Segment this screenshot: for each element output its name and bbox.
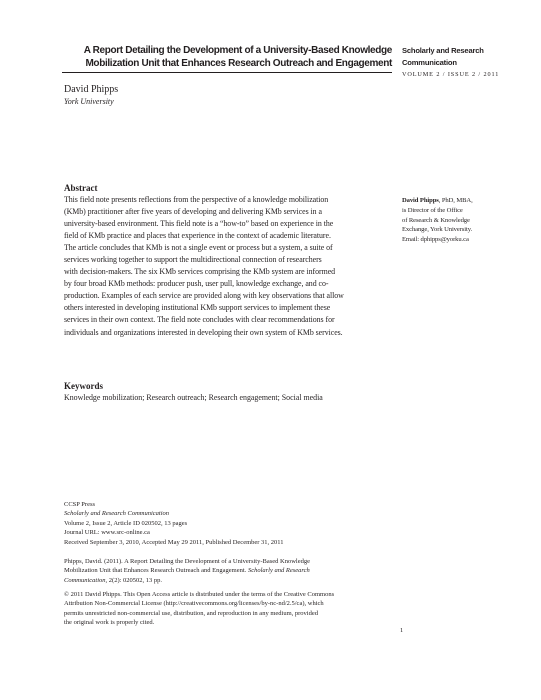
abstract-line: services in their own context. The field note concludes with clear recommendations for — [64, 315, 335, 325]
abstract-heading: Abstract — [64, 183, 98, 193]
bio-line: of Research & Knowledge — [402, 216, 470, 224]
citation-journal: Communication — [64, 576, 106, 584]
abstract-line: production. Examples of each service are provided along with key observations that allow — [64, 291, 344, 301]
license-line: © 2011 David Phipps. This Open Access article is distributed under the terms of the Creative Commons — [64, 591, 335, 598]
journal-title: Scholarly and Research Communication — [64, 510, 170, 518]
press-name: CCSP Press — [64, 501, 96, 508]
author-affiliation: York University — [64, 97, 114, 106]
bio-line: Exchange, York University. — [402, 226, 473, 234]
article-title-line: A Report Detailing the Development of a University-Based Knowledge — [83, 45, 392, 56]
bio-line — [402, 196, 512, 206]
article-title — [62, 44, 392, 70]
bio-author-name: David Phipps — [402, 197, 439, 204]
journal-name-line: Scholarly and Research — [402, 46, 484, 55]
license-line: permits unrestricted non-commercial use, distribution, and reproduction in any medium, provided — [64, 609, 318, 617]
journal-name — [402, 45, 512, 69]
abstract-line: others interested in developing institutional KMb support services to implement these — [64, 303, 331, 313]
license-line: the original work is properly cited. — [64, 619, 155, 627]
abstract-line: (KMb) practitioner after five years of developing and delivering KMb services in a — [64, 207, 322, 217]
license-line: Attribution Non-Commercial License (http://creativecommons.org/licenses/by-nc-nd/2.5/ca), which — [64, 600, 324, 608]
abstract-line: The article concludes that KMb is not a single event or process but a system, a suite of — [64, 243, 333, 253]
title-divider — [62, 72, 392, 73]
citation-text: , 2(2): 020502, 13 pp. — [105, 576, 163, 584]
citation-line: Phipps, David. (2011). A Report Detailing the Development of a University-Based Knowledge — [64, 558, 310, 565]
volume-article-line: Volume 2, Issue 2, Article ID 020502, 13 pages — [64, 519, 188, 527]
abstract-line: with decision-makers. The six KMb services comprising the KMb system are informed — [64, 267, 336, 277]
bio-email: Email: dphipps@yorku.ca — [402, 236, 469, 244]
citation-line — [64, 576, 404, 585]
publication-dates: Received September 3, 2010, Accepted May 29 2011, Published December 31, 2011 — [64, 538, 284, 546]
abstract-line: individuals and organizations interested in developing their own system of KMb services. — [64, 327, 343, 337]
abstract-line: university-based environment. This field note is a “how-to” based on experience in the — [64, 219, 334, 229]
journal-name-line: Communication — [402, 58, 457, 67]
abstract-line: services working together to support the multidirectional connection of researchers — [64, 255, 322, 265]
keywords-text: Knowledge mobilization; Research outreach; Research engagement; Social media — [64, 393, 323, 402]
keywords-heading: Keywords — [64, 381, 103, 391]
author-name: David Phipps — [64, 84, 119, 95]
article-title-line: Mobilization Unit that Enhances Research Outreach and Engagement — [85, 58, 392, 69]
volume-issue: VOLUME 2 / ISSUE 2 / 2011 — [402, 71, 500, 78]
citation-line — [64, 566, 404, 575]
journal-url: Journal URL: www.src-online.ca — [64, 529, 150, 537]
bio-line: is Director of the Office — [402, 206, 463, 214]
abstract-line: by four broad KMb methods: producer push, user pull, knowledge exchange, and co- — [64, 279, 329, 289]
bio-credentials: , PhD, MBA, — [438, 197, 473, 204]
citation — [64, 557, 404, 585]
citation-journal: Scholarly and Research — [247, 567, 310, 575]
abstract-line: This field note presents reflections from the perspective of a knowledge mobilization — [64, 195, 329, 204]
author-bio — [402, 196, 512, 245]
license-notice — [64, 590, 409, 628]
abstract-text — [64, 194, 394, 339]
publication-info — [64, 500, 404, 547]
page-number: 1 — [400, 627, 404, 634]
abstract-line: field of KMb practice and places that experience in the context of academic literature. — [64, 231, 331, 241]
citation-text: Mobilization Unit that Enhances Research Outreach and Engagement. — [64, 567, 248, 575]
